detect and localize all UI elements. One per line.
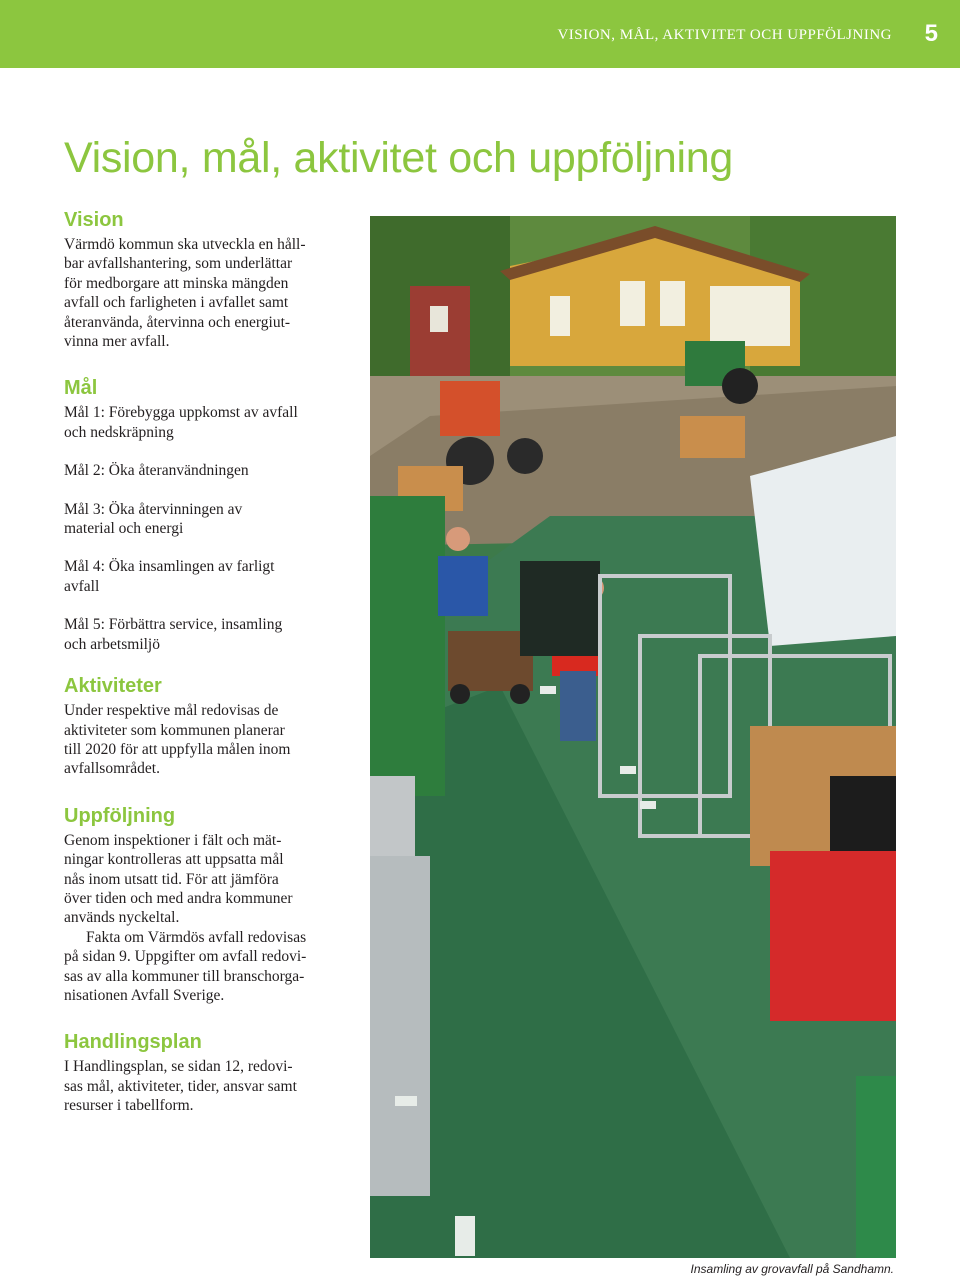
text-line: används nyckeltal.: [64, 909, 180, 927]
photo-caption: Insamling av grovavfall på Sandhamn.: [690, 1262, 894, 1276]
section-uppfoljning: [64, 802, 330, 1006]
text-line: sas av alla kommuner till branschorga-: [64, 967, 305, 985]
text-line: Fakta om Värmdös avfall redovisas: [86, 928, 307, 946]
text-line: Mål 4: Öka insamlingen av farligt: [64, 558, 275, 576]
handlingsplan-heading: Handlingsplan: [64, 1031, 202, 1054]
text-line: för medborgare att minska mängden: [64, 274, 289, 292]
uppfoljning-text: [64, 831, 330, 1006]
text-line: aktiviteter som kommunen planerar: [64, 721, 285, 739]
vision-heading: Vision: [64, 209, 124, 231]
page-number: 5: [924, 20, 938, 47]
text-column: [64, 206, 330, 1116]
header-bar: [0, 0, 960, 68]
text-line: på sidan 9. Uppgifter om avfall redovi-: [64, 948, 307, 966]
text-line: avfall och farligheten i avfallet samt: [64, 294, 289, 312]
section-aktiviteter: [64, 672, 330, 779]
text-line: avfall: [64, 577, 100, 595]
goal-item: [64, 461, 330, 480]
page-title: Vision, mål, aktivitet och uppföljning: [64, 134, 734, 182]
aktiviteter-text: [64, 701, 330, 779]
section-vision: [64, 206, 330, 351]
text-line: Genom inspektioner i fält och mät-: [64, 831, 282, 849]
mal-heading: Mål: [64, 377, 98, 400]
running-header-title: VISION, MÅL, AKTIVITET OCH UPPFÖLJNING: [557, 27, 892, 43]
text-line: resurser i tabellform.: [64, 1097, 194, 1115]
text-line: Mål 2: Öka återanvändningen: [64, 462, 249, 480]
photo-waste-collection: [370, 216, 896, 1258]
text-line: avfallsområdet.: [64, 760, 160, 778]
text-line: Mål 5: Förbättra service, insamling: [64, 616, 283, 634]
text-line: sas mål, aktiviteter, tider, ansvar samt: [64, 1077, 297, 1095]
text-line: nås inom utsatt tid. För att jämföra: [64, 870, 279, 888]
text-line: över tiden och med andra kommuner: [64, 889, 293, 907]
photo-illustration: [370, 216, 896, 1258]
text-line: I Handlingsplan, se sidan 12, redovi-: [64, 1058, 293, 1076]
section-mal: [64, 374, 330, 654]
text-line: Värmdö kommun ska utveckla en håll-: [64, 236, 306, 253]
text-line: vinna mer avfall.: [64, 333, 170, 351]
text-line: Mål 1: Förebygga uppkomst av avfall: [64, 404, 298, 422]
text-line: bar avfallshantering, som underlättar: [64, 255, 293, 273]
goal-item: [64, 403, 330, 442]
handlingsplan-text: [64, 1057, 330, 1115]
text-line: material och energi: [64, 520, 184, 538]
section-handlingsplan: [64, 1028, 330, 1115]
text-line: och nedskräpning: [64, 423, 174, 441]
text-line: ningar kontrolleras att uppsatta mål: [64, 851, 284, 869]
text-line: till 2020 för att uppfylla målen inom: [64, 740, 291, 758]
goal-item: [64, 557, 330, 596]
text-line: nisationen Avfall Sverige.: [64, 986, 225, 1004]
text-line: och arbetsmiljö: [64, 635, 160, 653]
aktiviteter-heading: Aktiviteter: [64, 675, 162, 698]
uppfoljning-heading: Uppföljning: [64, 804, 176, 827]
text-line: återanvända, återvinna och energiut-: [64, 313, 291, 331]
vision-text: [64, 235, 330, 351]
goal-item: [64, 615, 330, 654]
text-line: Mål 3: Öka återvinningen av: [64, 500, 243, 518]
text-line: Under respektive mål redovisas de: [64, 702, 279, 720]
goal-item: [64, 500, 330, 539]
